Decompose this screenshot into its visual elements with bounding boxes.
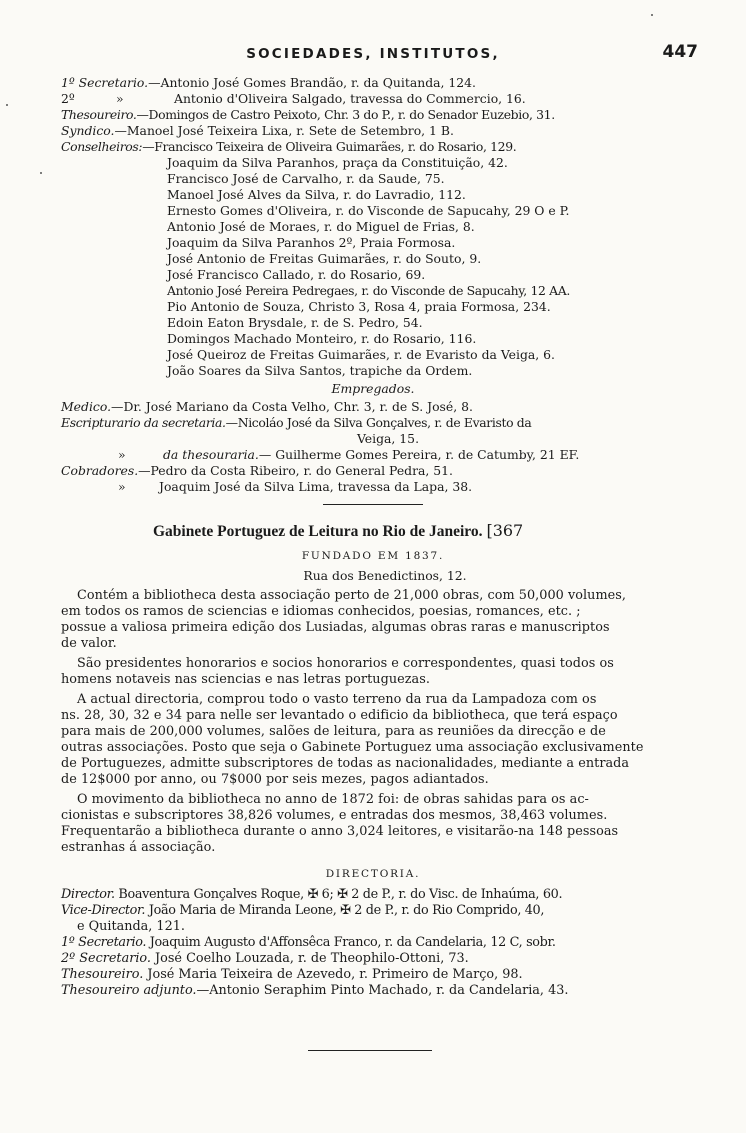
director-line: 2º Secretario. José Coelho Louzada, r. de Theophilo-Ottoni, 73. xyxy=(61,951,469,966)
founded-line: FUNDADO EM 1837. xyxy=(301,550,445,562)
address-line: Rua dos Benedictinos, 12. xyxy=(303,568,467,583)
councillor-line: Edoin Eaton Brysdale, r. de S. Pedro, 54. xyxy=(167,315,423,330)
paragraph-line: Frequentarão a bibliotheca durante o anno 3,024 leitores, e visitarão-na 148 pessoas xyxy=(61,824,619,839)
councillor-line: João Soares da Silva Santos, trapiche da Ordem. xyxy=(167,363,473,378)
running-header xyxy=(0,42,746,68)
employee-line: Cobradores.—Pedro da Costa Ribeiro, r. do General Pedra, 51. xyxy=(61,463,453,478)
paragraph-line: O movimento da bibliotheca no anno de 1872 foi: de obras sahidas para os ac- xyxy=(77,792,589,807)
councillor-line: Antonio José de Moraes, r. do Miguel de Frias, 8. xyxy=(167,219,475,234)
employees-heading: Empregados. xyxy=(331,381,415,396)
paragraph-line: homens notaveis nas sciencias e nas letras portuguezas. xyxy=(61,672,430,687)
employee-line: da thesouraria.— Guilherme Gomes Pereira, r. de Catumby, 21 EF. xyxy=(163,447,580,462)
councillor-line: Pio Antonio de Souza, Christo 3, Rosa 4, praia Formosa, 234. xyxy=(167,299,551,314)
section-divider xyxy=(308,1050,432,1051)
paragraph-line: de valor. xyxy=(61,636,117,651)
councillor-line: José Francisco Callado, r. do Rosario, 69. xyxy=(167,267,426,282)
paragraph-line: para mais de 200,000 volumes, salões de leitura, para as reuniões da direcção e de xyxy=(61,724,606,739)
ditto-mark: » xyxy=(118,479,126,494)
officer-line: 2º xyxy=(61,91,75,106)
paragraph-line: Contém a bibliotheca desta associação perto de 21,000 obras, com 50,000 volumes, xyxy=(77,588,626,603)
directory-heading: DIRECTORIA. xyxy=(325,868,421,880)
paragraph-line: possue a valiosa primeira edição dos Lusiadas, algumas obras raras e manuscriptos xyxy=(61,620,610,635)
margin-speck xyxy=(40,172,42,174)
councillor-line: Joaquim da Silva Paranhos 2º, Praia Formosa. xyxy=(167,235,456,250)
councillor-line: Domingos Machado Monteiro, r. do Rosario, 116. xyxy=(167,331,477,346)
director-line: Thesoureiro. José Maria Teixeira de Azevedo, r. Primeiro de Março, 98. xyxy=(61,967,523,982)
paragraph-line: A actual directoria, comprou todo o vasto terreno da rua da Lampadoza com os xyxy=(77,692,597,707)
section-title: Gabinete Portuguez de Leitura no Rio de Janeiro. [367 xyxy=(153,521,524,540)
page-number: 447 xyxy=(662,42,698,62)
employee-line: Joaquim José da Silva Lima, travessa da Lapa, 38. xyxy=(159,479,473,494)
page-header-title: SOCIEDADES, INSTITUTOS, xyxy=(246,46,500,62)
councillor-line: Antonio José Pereira Pedregaes, r. do Visconde de Sapucahy, 12 AA. xyxy=(167,283,570,298)
margin-speck xyxy=(651,14,653,16)
officer-line: 1º Secretario.—Antonio José Gomes Brandão, r. da Quitanda, 124. xyxy=(61,75,476,90)
director-line-cont: e Quitanda, 121. xyxy=(77,919,185,934)
employee-line: Escripturario da secretaria.—Nicoláo José da Silva Gonçalves, r. de Evaristo da xyxy=(61,415,532,430)
director-line: Director. Boaventura Gonçalves Roque, ✠ 6; ✠ 2 de P., r. do Visc. de Inhaúma, 60. xyxy=(61,887,563,902)
section-divider xyxy=(323,504,423,505)
margin-speck xyxy=(6,104,8,106)
officer-line: Antonio d'Oliveira Salgado, travessa do Commercio, 16. xyxy=(174,91,526,106)
officer-line: Conselheiros:—Francisco Teixeira de Oliveira Guimarães, r. do Rosario, 129. xyxy=(61,139,517,154)
director-line: Thesoureiro adjunto.—Antonio Seraphim Pinto Machado, r. da Candelaria, 43. xyxy=(61,983,569,998)
paragraph-line: de Portuguezes, admitte subscriptores de todas as nacionalidades, mediante a entrada xyxy=(61,756,630,771)
paragraph-line: de 12$000 por anno, ou 7$000 por seis mezes, pagos adiantados. xyxy=(61,772,489,787)
ditto-mark: » xyxy=(116,91,124,106)
councillor-line: Ernesto Gomes d'Oliveira, r. do Visconde de Sapucahy, 29 O e P. xyxy=(167,203,570,218)
paragraph-line: outras associações. Posto que seja o Gabinete Portuguez uma associação exclusivamente xyxy=(61,740,644,755)
paragraph-line: São presidentes honorarios e socios honorarios e correspondentes, quasi todos os xyxy=(77,656,614,671)
paragraph-line: em todos os ramos de sciencias e idiomas conhecidos, poesias, romances, etc. ; xyxy=(61,604,581,619)
paragraph-line: ns. 28, 30, 32 e 34 para nelle ser levantado o edificio da bibliotheca, que terá espaço xyxy=(61,708,618,723)
paragraph-line: estranhas á associação. xyxy=(61,840,216,855)
officer-line: Syndico.—Manoel José Teixeira Lixa, r. Sete de Setembro, 1 B. xyxy=(61,123,454,138)
councillor-line: Francisco José de Carvalho, r. da Saude, 75. xyxy=(167,171,445,186)
employee-line: Medico.—Dr. José Mariano da Costa Velho, Chr. 3, r. de S. José, 8. xyxy=(61,399,473,414)
paragraph-line: cionistas e subscriptores 38,826 volumes, e entradas dos mesmos, 38,463 volumes. xyxy=(61,808,608,823)
director-line: 1º Secretario. Joaquim Augusto d'Affonsêca Franco, r. da Candelaria, 12 C, sobr. xyxy=(61,935,556,950)
councillor-line: José Queiroz de Freitas Guimarães, r. de Evaristo da Veiga, 6. xyxy=(167,347,555,362)
councillor-line: Joaquim da Silva Paranhos, praça da Constituição, 42. xyxy=(167,155,508,170)
employee-line-cont: Veiga, 15. xyxy=(357,431,420,446)
officer-line: Thesoureiro.—Domingos de Castro Peixoto, Chr. 3 do P., r. do Senador Euzebio, 31. xyxy=(61,107,555,122)
director-line: Vice-Director. João Maria de Miranda Leone, ✠ 2 de P., r. do Rio Comprido, 40, xyxy=(61,903,545,918)
ditto-mark: » xyxy=(118,447,126,462)
councillor-line: José Antonio de Freitas Guimarães, r. do Souto, 9. xyxy=(167,251,482,266)
councillor-line: Manoel José Alves da Silva, r. do Lavradio, 112. xyxy=(167,187,466,202)
